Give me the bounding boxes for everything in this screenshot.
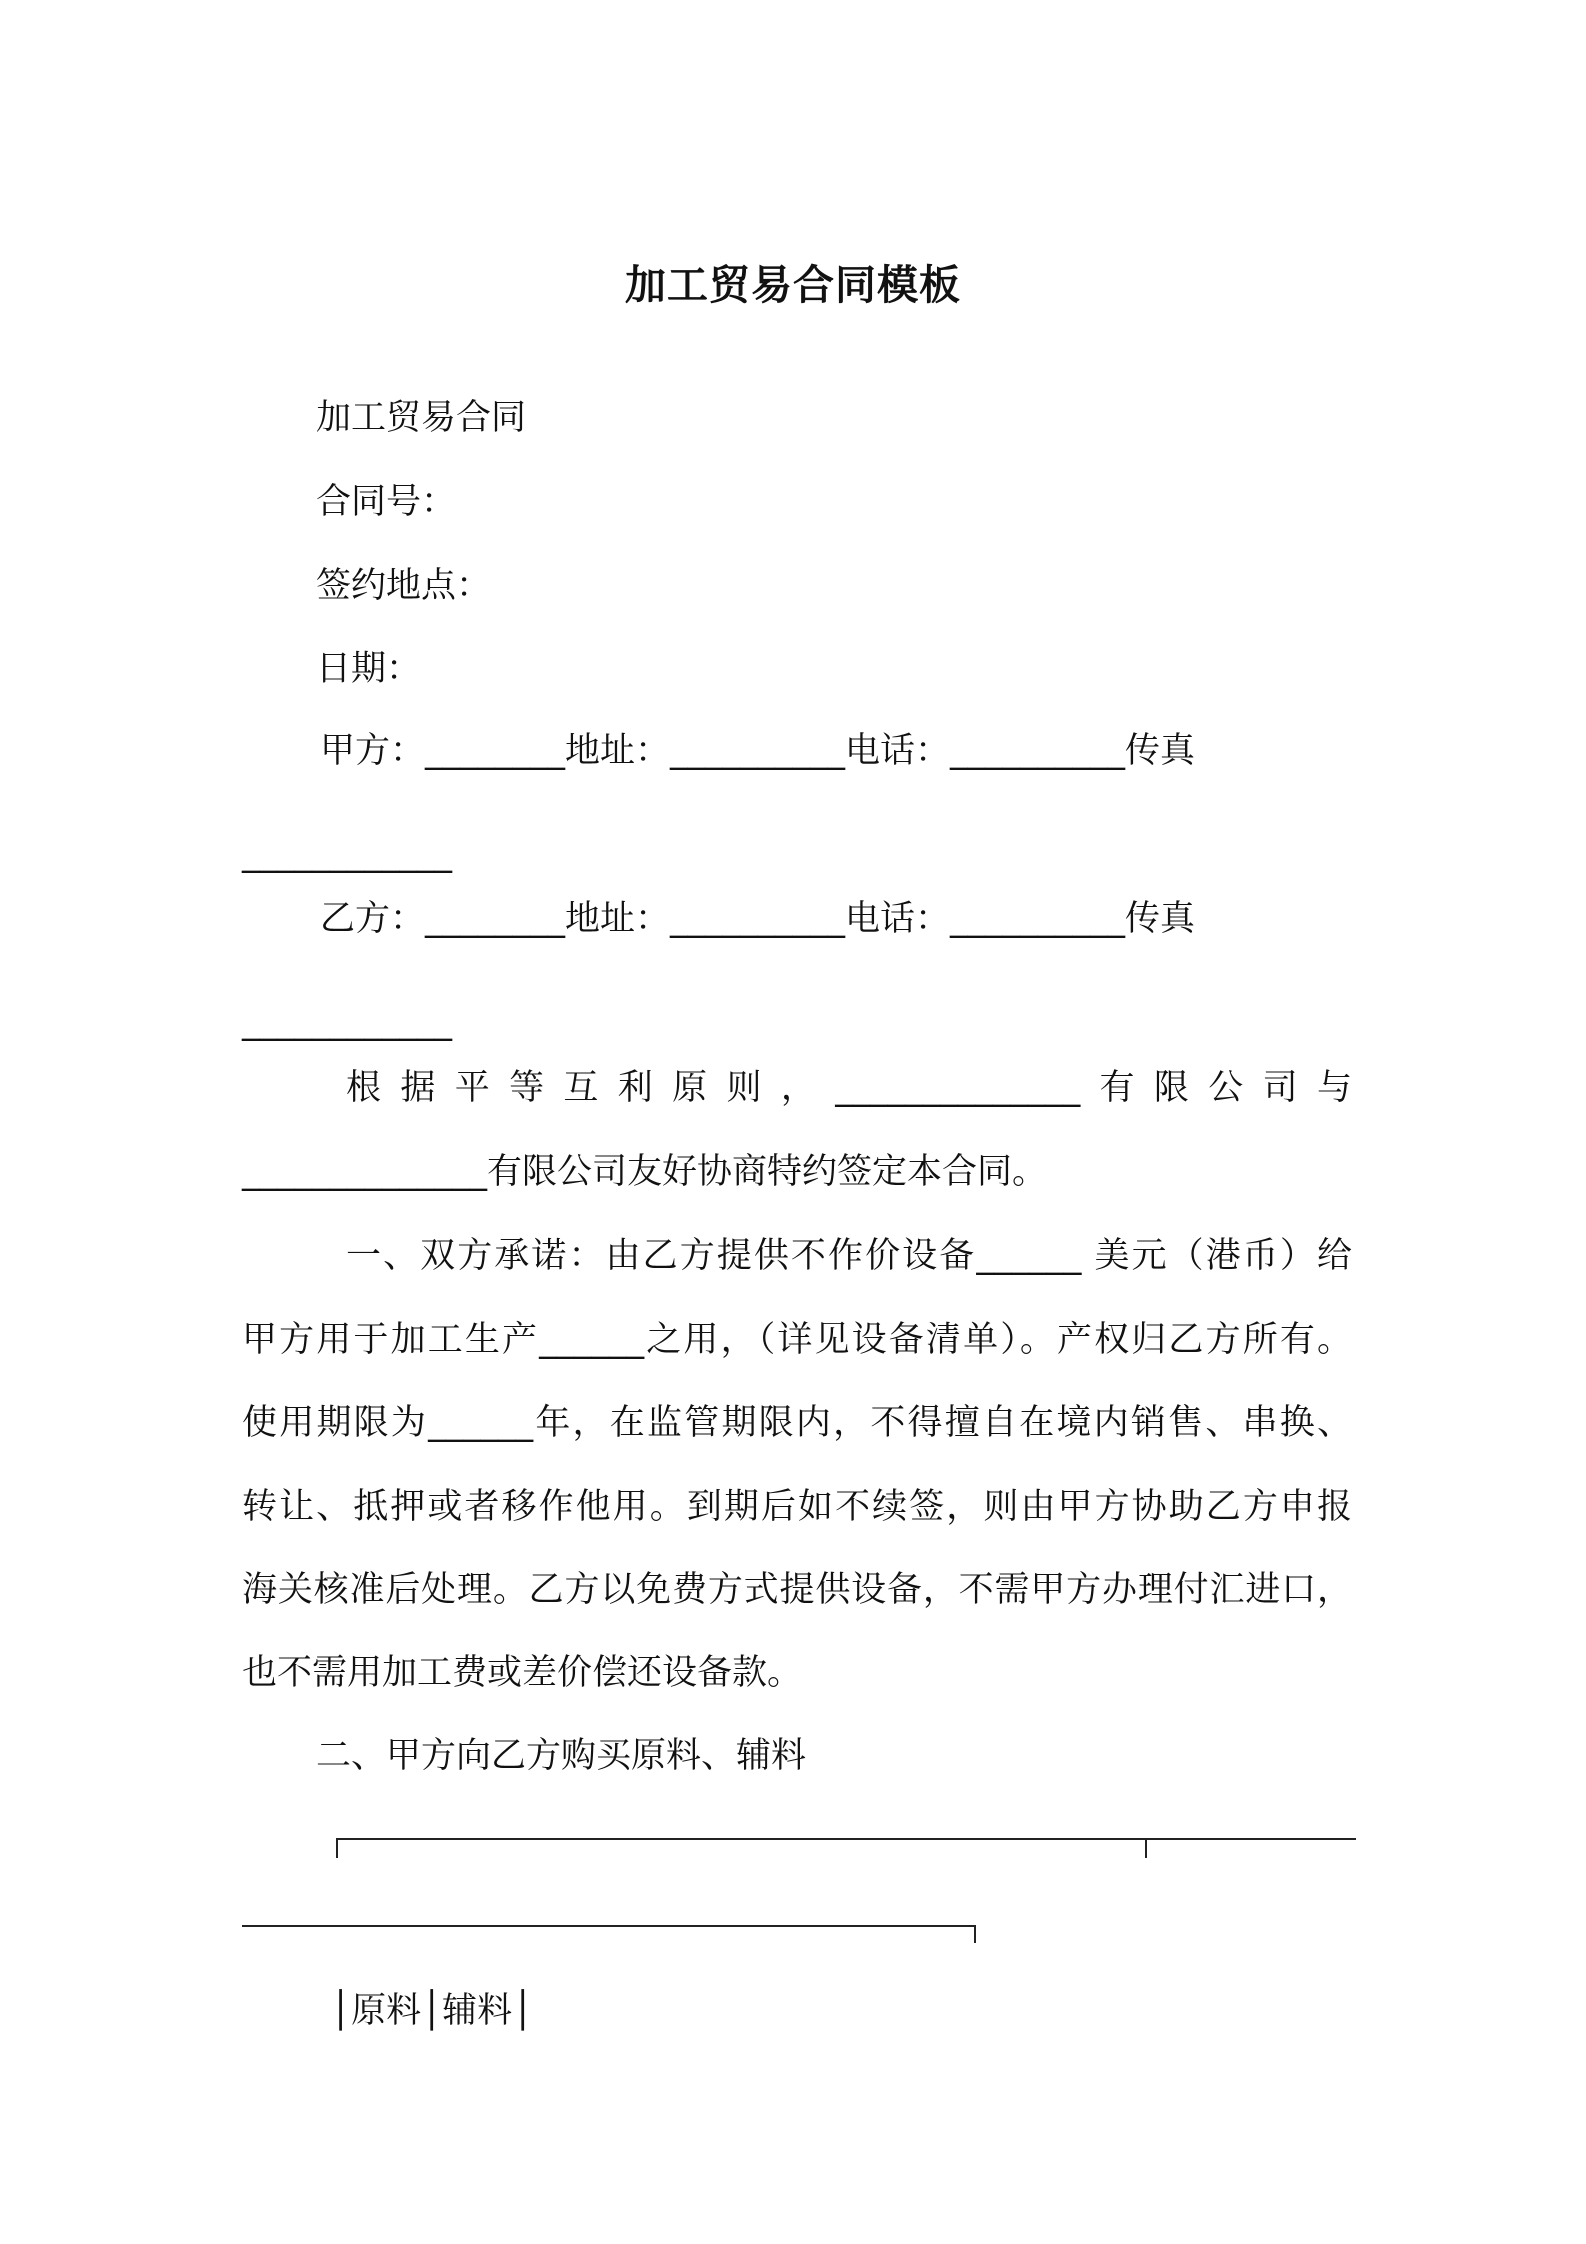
party-b-line: 乙方：________地址：__________电话：__________传真 <box>320 899 1196 939</box>
sign-place-label: 签约地点： <box>316 566 492 606</box>
clause-1-line: 海关核准后处理。乙方以免费方式提供设备，不需甲方办理付汇进口， <box>242 1570 1352 1610</box>
clause-1-line: 甲方用于加工生产______之用，（详见设备清单）。产权归乙方所有。 <box>242 1320 1352 1360</box>
preamble-line: ______________有限公司友好协商特约签定本合同。 <box>242 1152 1048 1192</box>
preamble-line: 根据平等互利原则，______________有限公司与 <box>346 1068 1352 1108</box>
party-b-fax-blank: ____________ <box>242 1002 452 1042</box>
table-corner <box>336 1838 338 1858</box>
table-corner <box>1145 1838 1147 1858</box>
table-top-border <box>336 1838 1356 1840</box>
clause-1-line: 转让、抵押或者移作他用。到期后如不续签，则由甲方协助乙方申报 <box>242 1487 1352 1527</box>
party-a-fax-blank: ____________ <box>242 834 452 874</box>
table-corner <box>974 1925 976 1943</box>
clause-1-line: 一、双方承诺：由乙方提供不作价设备______ 美元（港币）给 <box>346 1236 1352 1276</box>
party-a-line: 甲方：________地址：__________电话：__________传真 <box>320 731 1196 771</box>
contract-heading: 加工贸易合同 <box>316 398 527 438</box>
document-title: 加工贸易合同模板 <box>625 261 961 309</box>
clause-2-heading: 二、甲方向乙方购买原料、辅料 <box>316 1736 807 1776</box>
table-border <box>242 1925 976 1927</box>
table-header-row: │原料│辅料│ <box>330 1991 534 2031</box>
contract-number-label: 合同号： <box>316 482 457 522</box>
clause-1-line: 也不需用加工费或差价偿还设备款。 <box>242 1653 803 1693</box>
clause-1-line: 使用期限为______年，在监管期限内，不得擅自在境内销售、串换、 <box>242 1403 1352 1443</box>
date-label: 日期： <box>316 649 422 689</box>
